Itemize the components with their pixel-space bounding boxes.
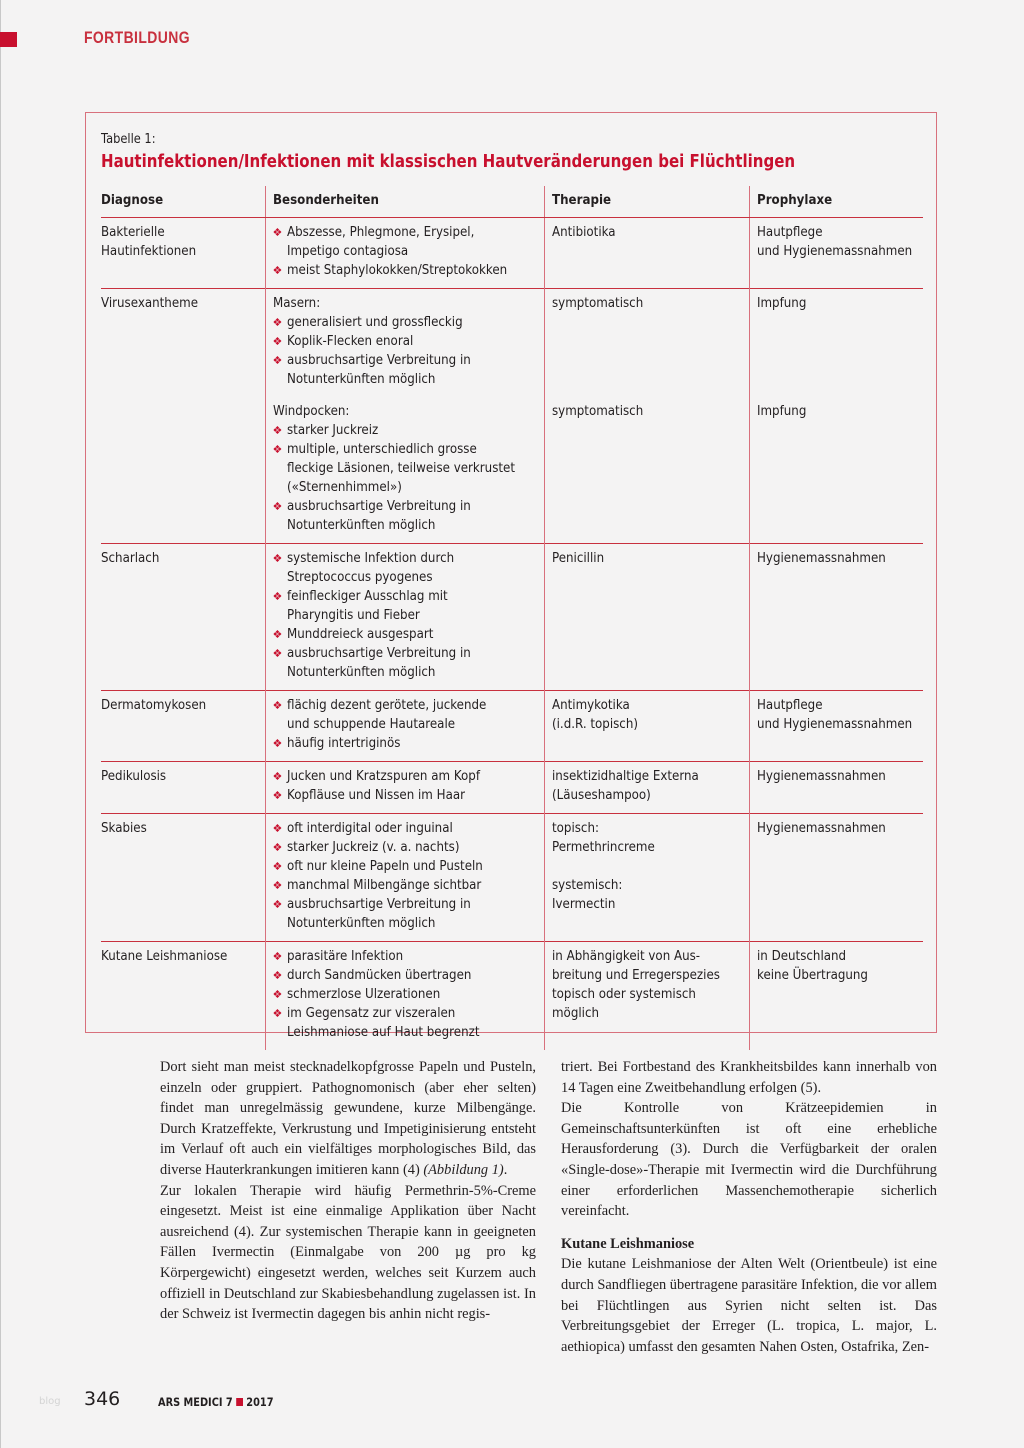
therapie-text: symptomatisch [551,296,643,311]
cell-diagnose [101,218,265,289]
diamond-bullet-icon: ❖ [272,628,283,641]
column-header-therapie: Therapie [544,186,749,218]
bullet-list [273,696,544,753]
bullet-text: oft interdigital oder inguinal [286,821,453,836]
bullet-item [273,644,544,682]
bullet-text: Impetigo contagiosa [286,244,408,259]
bullet-text: Pharyngitis und Fieber [286,608,420,623]
bullet-text: Streptococcus pyogenes [286,570,433,585]
bullet-text: («Sternenhimmel») [286,480,402,495]
prophylaxe-text: Hautpflege [756,225,823,240]
bullet-text: parasitäre Infektion [286,949,403,964]
bullet-text: Kopfläuse und Nissen im Haar [286,788,465,803]
cell-besonderheiten [265,218,544,289]
cell-therapie [544,762,749,814]
cell-therapie [544,289,749,398]
diagnose-text: Virusexantheme [101,296,199,311]
paragraph: Zur lokalen Therapie wird häufig Permethrin-5%-Creme eingesetzt. Meist ist eine einmalige Applikation über Nacht ausreichend (4). Zur systemischen Therapie kann in geeigneten Fällen Ivermectin (Einmalgabe von 200 µg pro kg Körpergewicht) eingesetzt werden, welches seit Kurzem auch offiziell in Deutschland zur Skabiesbehandlung zugelassen ist. In der Schweiz ist Ivermectin dagegen bis anhin nicht regis- [160,1182,536,1323]
cell-diagnose [101,942,265,1051]
diamond-bullet-icon: ❖ [272,335,283,348]
cell-besonderheiten [265,397,544,544]
paragraph: triert. Bei Fortbestand des Krankheitsbildes kann innerhalb von 14 Tagen eine Zweitbehandlung erfolgen (5). [561,1059,937,1096]
bullet-list [273,767,544,805]
cell-therapie [544,397,749,544]
bullet-list [273,313,544,389]
bullet-list [273,549,544,682]
therapie-text: Penicillin [551,551,604,566]
bullet-item [273,696,544,734]
cell-prophylaxe [749,218,923,289]
bullet-item [273,549,544,587]
diamond-bullet-icon: ❖ [272,988,283,1001]
bullet-item [273,440,544,497]
cell-besonderheiten [265,691,544,762]
therapie-text: symptomatisch [551,404,643,419]
cell-prophylaxe [749,814,923,942]
prophylaxe-text: Impfung [756,296,806,311]
table-row [101,762,923,814]
bullet-list [273,223,544,280]
bullet-item [273,1004,544,1042]
figure-reference: (Abbildung 1) [423,1161,504,1178]
journal-title: ARS MEDICI 7 [158,1395,233,1409]
diagnose-text: Hautinfektionen [101,244,197,259]
bullet-list [273,947,544,1042]
therapie-text: topisch oder systemisch [551,987,696,1002]
table-label: Tabelle 1: [101,132,156,147]
table-row [101,942,923,1051]
bullet-item [273,313,544,332]
bullet-text: ausbruchsartige Verbreitung in [286,353,471,368]
prophylaxe-text: Impfung [756,404,806,419]
cell-besonderheiten [265,814,544,942]
diamond-bullet-icon: ❖ [272,264,283,277]
prophylaxe-text: Hygienemassnahmen [756,821,886,836]
cell-diagnose [101,762,265,814]
prophylaxe-text: und Hygienemassnahmen [756,244,912,259]
prophylaxe-text: Hautpflege [756,698,823,713]
diamond-bullet-icon: ❖ [272,822,283,835]
paragraph: Dort sieht man meist stecknadelkopfgrosse Papeln und Pusteln, einzeln oder gruppiert. Pathognomonisch (aber eher selten) findet man unregelmässig gewundene, kurze Milbengänge. Durch Kratzeffekte, Verkrustung und Impetiginisierung entsteht im Verlauf oft auch ein vielfältiges morphologisches Bild, das diverse Hauterkrankungen imitieren kann (4) (Abbildung 1). [160,1059,536,1178]
bullet-item [273,786,544,805]
therapie-text: topisch: [551,821,599,836]
bullet-list [273,421,544,535]
table-row [101,691,923,762]
body-column-left [160,1057,536,1325]
therapie-text: Ivermectin [551,897,615,912]
cell-besonderheiten [265,544,544,691]
bullet-item [273,261,544,280]
cell-therapie [544,544,749,691]
bullet-item [273,332,544,351]
cell-therapie [544,814,749,942]
cell-besonderheiten [265,762,544,814]
bullet-text: Abszesse, Phlegmone, Erysipel, [286,225,474,240]
cell-prophylaxe [749,544,923,691]
cell-therapie [544,691,749,762]
bullet-item [273,966,544,985]
diamond-bullet-icon: ❖ [272,770,283,783]
prophylaxe-text: keine Übertragung [756,968,868,983]
bullet-text: Notunterkünften möglich [286,518,435,533]
diamond-bullet-icon: ❖ [272,1007,283,1020]
diamond-bullet-icon: ❖ [272,860,283,873]
bullet-text: generalisiert und grossfleckig [286,315,463,330]
bullet-text: starker Juckreiz (v. a. nachts) [286,840,459,855]
table-row [101,544,923,691]
page-edge [0,0,1,1448]
bullet-text: multiple, unterschiedlich grosse [286,442,477,457]
prophylaxe-text: und Hygienemassnahmen [756,717,912,732]
cell-diagnose [101,289,265,398]
blog-watermark: blog [39,1396,61,1407]
diamond-bullet-icon: ❖ [272,226,283,239]
prophylaxe-text: in Deutschland [756,949,846,964]
prophylaxe-text: Hygienemassnahmen [756,769,886,784]
bullet-item [273,857,544,876]
therapie-text: möglich [551,1006,599,1021]
column-header-prophylaxe: Prophylaxe [749,186,923,218]
diamond-bullet-icon: ❖ [272,898,283,911]
cell-diagnose [101,814,265,942]
bullet-item [273,819,544,838]
therapie-text: Permethrincreme [551,840,655,855]
bullet-text: systemische Infektion durch [286,551,454,566]
diagnose-text: Scharlach [101,551,160,566]
table-title: Hautinfektionen/Infektionen mit klassischen Hautveränderungen bei Flüchtlingen [101,151,796,172]
bullet-text: fleckige Läsionen, teilweise verkrustet [286,461,515,476]
cell-therapie [544,218,749,289]
journal-name [158,1395,274,1409]
bullet-item [273,351,544,389]
diagnose-text: Pedikulosis [101,769,167,784]
diamond-bullet-icon: ❖ [272,699,283,712]
journal-year: 2017 [246,1395,274,1409]
cell-prophylaxe [749,942,923,1051]
table-header-row [101,186,923,218]
bullet-text: Munddreieck ausgespart [286,627,433,642]
diamond-bullet-icon: ❖ [272,500,283,513]
subheading: Windpocken: [272,404,349,419]
bullet-text: starker Juckreiz [286,423,378,438]
cell-prophylaxe [749,762,923,814]
footer-separator-square [236,1398,243,1406]
cell-prophylaxe [749,397,923,544]
diamond-bullet-icon: ❖ [272,969,283,982]
bullet-item [273,734,544,753]
bullet-item [273,838,544,857]
bullet-text: flächig dezent gerötete, juckende [286,698,486,713]
diamond-bullet-icon: ❖ [272,590,283,603]
bullet-text: Notunterkünften möglich [286,372,435,387]
bullet-text: feinfleckiger Ausschlag mit [286,589,448,604]
therapie-text: in Abhängigkeit von Aus- [551,949,700,964]
bullet-text: manchmal Milbengänge sichtbar [286,878,481,893]
bullet-text: Notunterkünften möglich [286,665,435,680]
infection-table [101,186,923,1050]
bullet-text: meist Staphylokokken/Streptokokken [286,263,507,278]
bullet-text: Jucken und Kratzspuren am Kopf [286,769,480,784]
bullet-text: und schuppende Hautareale [286,717,455,732]
bullet-item [273,876,544,895]
page-number: 346 [84,1388,121,1410]
bullet-text: im Gegensatz zur viszeralen [286,1006,455,1021]
diamond-bullet-icon: ❖ [272,354,283,367]
diamond-bullet-icon: ❖ [272,443,283,456]
table-row [101,814,923,942]
diamond-bullet-icon: ❖ [272,737,283,750]
diagnose-text: Dermatomykosen [101,698,207,713]
bullet-text: oft nur kleine Papeln und Pusteln [286,859,483,874]
bullet-text: ausbruchsartige Verbreitung in [286,897,471,912]
paragraph: Die kutane Leishmaniose der Alten Welt (Orientbeule) ist eine durch Sandfliegen übertragene parasitäre Infektion, die vor allem bei Flüchtlingen aus Syrien nicht selten ist. Das Verbreitungsgebiet der Erreger (L. tropica, L. major, L. aethiopica) umfasst den gesamten Nahen Osten, Ostafrika, Zen- [561,1256,937,1355]
therapie-text: systemisch: [551,878,622,893]
bullet-text: schmerzlose Ulzerationen [286,987,440,1002]
bullet-text: Leishmaniose auf Haut begrenzt [286,1025,479,1040]
diamond-bullet-icon: ❖ [272,647,283,660]
prophylaxe-text: Hygienemassnahmen [756,551,886,566]
therapie-text: breitung und Erregerspezies [551,968,720,983]
bullet-item [273,421,544,440]
diamond-bullet-icon: ❖ [272,841,283,854]
diagnose-text: Skabies [101,821,147,836]
column-header-besonderheiten: Besonderheiten [265,186,544,218]
diamond-bullet-icon: ❖ [272,879,283,892]
bullet-item [273,895,544,933]
bullet-text: durch Sandmücken übertragen [286,968,471,983]
cell-therapie [544,942,749,1051]
diamond-bullet-icon: ❖ [272,950,283,963]
bullet-item [273,767,544,786]
section-title: FORTBILDUNG [84,28,190,47]
diamond-bullet-icon: ❖ [272,552,283,565]
diamond-bullet-icon: ❖ [272,316,283,329]
paragraph: Die Kontrolle von Krätzeepidemien in Gemeinschaftsunterkünften ist oft eine erhebliche Herausforderung (3). Durch die Verfügbarkeit der oralen «Single-dose»-Therapie mit Ivermectin wird die Durchführung einer erforderlichen Massenchemotherapie sicherlich vereinfacht. [561,1100,937,1220]
bullet-item [273,223,544,261]
bullet-text: Koplik-Flecken enoral [286,334,413,349]
diagnose-text: Kutane Leishmaniose [101,949,228,964]
diamond-bullet-icon: ❖ [272,424,283,437]
body-column-right [561,1057,937,1357]
column-header-diagnose: Diagnose [101,186,265,218]
cell-prophylaxe [749,289,923,398]
bullet-item [273,625,544,644]
section-heading: Kutane Leishmaniose [561,1235,695,1252]
cell-diagnose [101,691,265,762]
cell-besonderheiten [265,289,544,398]
table-row [101,397,923,544]
cell-besonderheiten [265,942,544,1051]
bullet-item [273,497,544,535]
cell-prophylaxe [749,691,923,762]
bullet-item [273,947,544,966]
diagnose-text: Bakterielle [101,225,165,240]
section-marker [0,32,17,47]
table-row [101,289,923,398]
therapie-text: Antibiotika [551,225,616,240]
bullet-text: ausbruchsartige Verbreitung in [286,646,471,661]
bullet-text: häufig intertriginös [286,736,400,751]
therapie-text: insektizidhaltige Externa [551,769,699,784]
therapie-text: (Läuseshampoo) [551,788,651,803]
table-row [101,218,923,289]
diamond-bullet-icon: ❖ [272,789,283,802]
bullet-list [273,819,544,933]
cell-diagnose [101,544,265,691]
therapie-text: (i.d.R. topisch) [551,717,638,732]
subheading: Masern: [272,296,320,311]
bullet-text: ausbruchsartige Verbreitung in [286,499,471,514]
blank-line [552,857,749,876]
bullet-item [273,985,544,1004]
therapie-text: Antimykotika [551,698,630,713]
bullet-item [273,587,544,625]
bullet-text: Notunterkünften möglich [286,916,435,931]
cell-diagnose [101,397,265,544]
